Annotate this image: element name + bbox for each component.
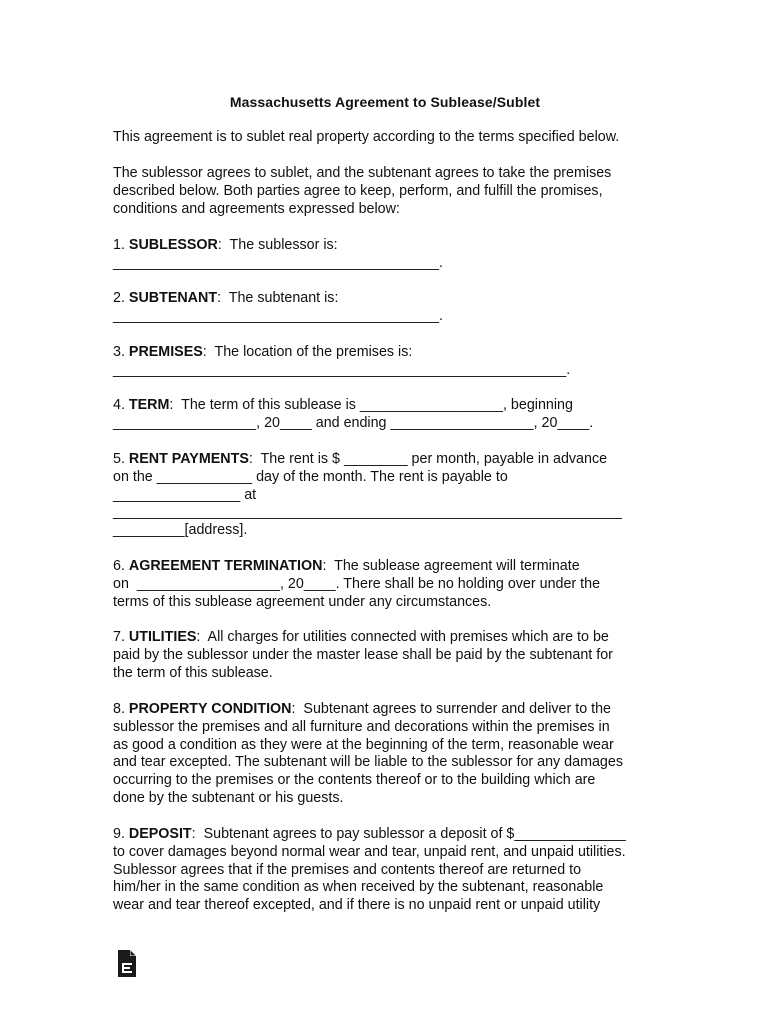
section-subtenant: 2. SUBTENANT: The subtenant is: _________________________________________. xyxy=(113,290,443,324)
section-heading: TERM xyxy=(128,397,170,413)
preamble-line: conditions and agreements expressed below: xyxy=(113,200,400,217)
blank-line: _________________________________________________________. xyxy=(113,361,571,378)
blank-line: _________________________________________. xyxy=(113,307,443,324)
section-heading: AGREEMENT TERMINATION xyxy=(128,558,323,574)
blank-line: ________________________________________________________________ xyxy=(113,504,622,521)
section-property-condition: 8. PROPERTY CONDITION: Subtenant agrees to surrender and deliver to the sublessor the premises and all furniture and decorations within the premises in as good a condition as they were at the beginning of the term, reasonable wear and tear excepted. The subtenant will be liable to the sublessor for any damages occurring to the premises or the contents thereof or to the building which are done by the subtenant or his guests. xyxy=(113,701,623,806)
preamble-paragraph xyxy=(113,165,611,218)
section-heading: PROPERTY CONDITION xyxy=(128,701,292,717)
blank-line: _________________________________________. xyxy=(113,254,443,271)
section-rent-payments: 5. RENT PAYMENTS: The rent is $ ________ per month, payable in advance on the ____________ day of the month. The rent is payable to ________________ at ________________________________________________________________ _________[address]. xyxy=(113,451,622,539)
section-utilities: 7. UTILITIES: All charges for utilities connected with premises which are to be paid by the sublessor under the master lease shall be paid by the subtenant for the term of this sublease. xyxy=(113,629,613,681)
section-heading: SUBLESSOR xyxy=(128,237,218,253)
intro-paragraph: This agreement is to sublet real property according to the terms specified below. xyxy=(113,129,620,145)
section-agreement-termination: 6. AGREEMENT TERMINATION: The sublease agreement will terminate on __________________, 20____. There shall be no holding over under the terms of this sublease agreement under any circumstances. xyxy=(113,558,601,610)
section-premises: 3. PREMISES: The location of the premises is: _________________________________________________________. xyxy=(113,344,571,378)
section-sublessor: 1. SUBLESSOR: The sublessor is: _________________________________________. xyxy=(113,237,443,271)
section-term: 4. TERM: The term of this sublease is __________________, beginning __________________, 20____ and ending __________________, 20____. xyxy=(113,397,594,431)
section-heading: UTILITIES xyxy=(128,629,197,645)
section-heading: SUBTENANT xyxy=(128,290,218,306)
preamble-line: The sublessor agrees to sublet, and the subtenant agrees to take the premises xyxy=(113,165,612,181)
section-deposit: 9. DEPOSIT: Subtenant agrees to pay sublessor a deposit of $______________ to cover damages beyond normal wear and tear, unpaid rent, and unpaid utilities. Sublessor agrees that if the premises and contents thereof are returned to him/her in the same condition as when received by the subtenant, reasonable wear and tear thereof excepted, and if there is no unpaid rent or unpaid utility xyxy=(113,826,626,914)
preamble-line: described below. Both parties agree to keep, perform, and fulfill the promises, xyxy=(113,182,603,199)
document-title: Massachusetts Agreement to Sublease/Sublet xyxy=(229,94,541,110)
section-heading: PREMISES xyxy=(128,344,203,360)
section-heading: RENT PAYMENTS xyxy=(128,451,249,467)
section-heading: DEPOSIT xyxy=(128,826,192,842)
eforms-logo-icon xyxy=(117,950,137,978)
